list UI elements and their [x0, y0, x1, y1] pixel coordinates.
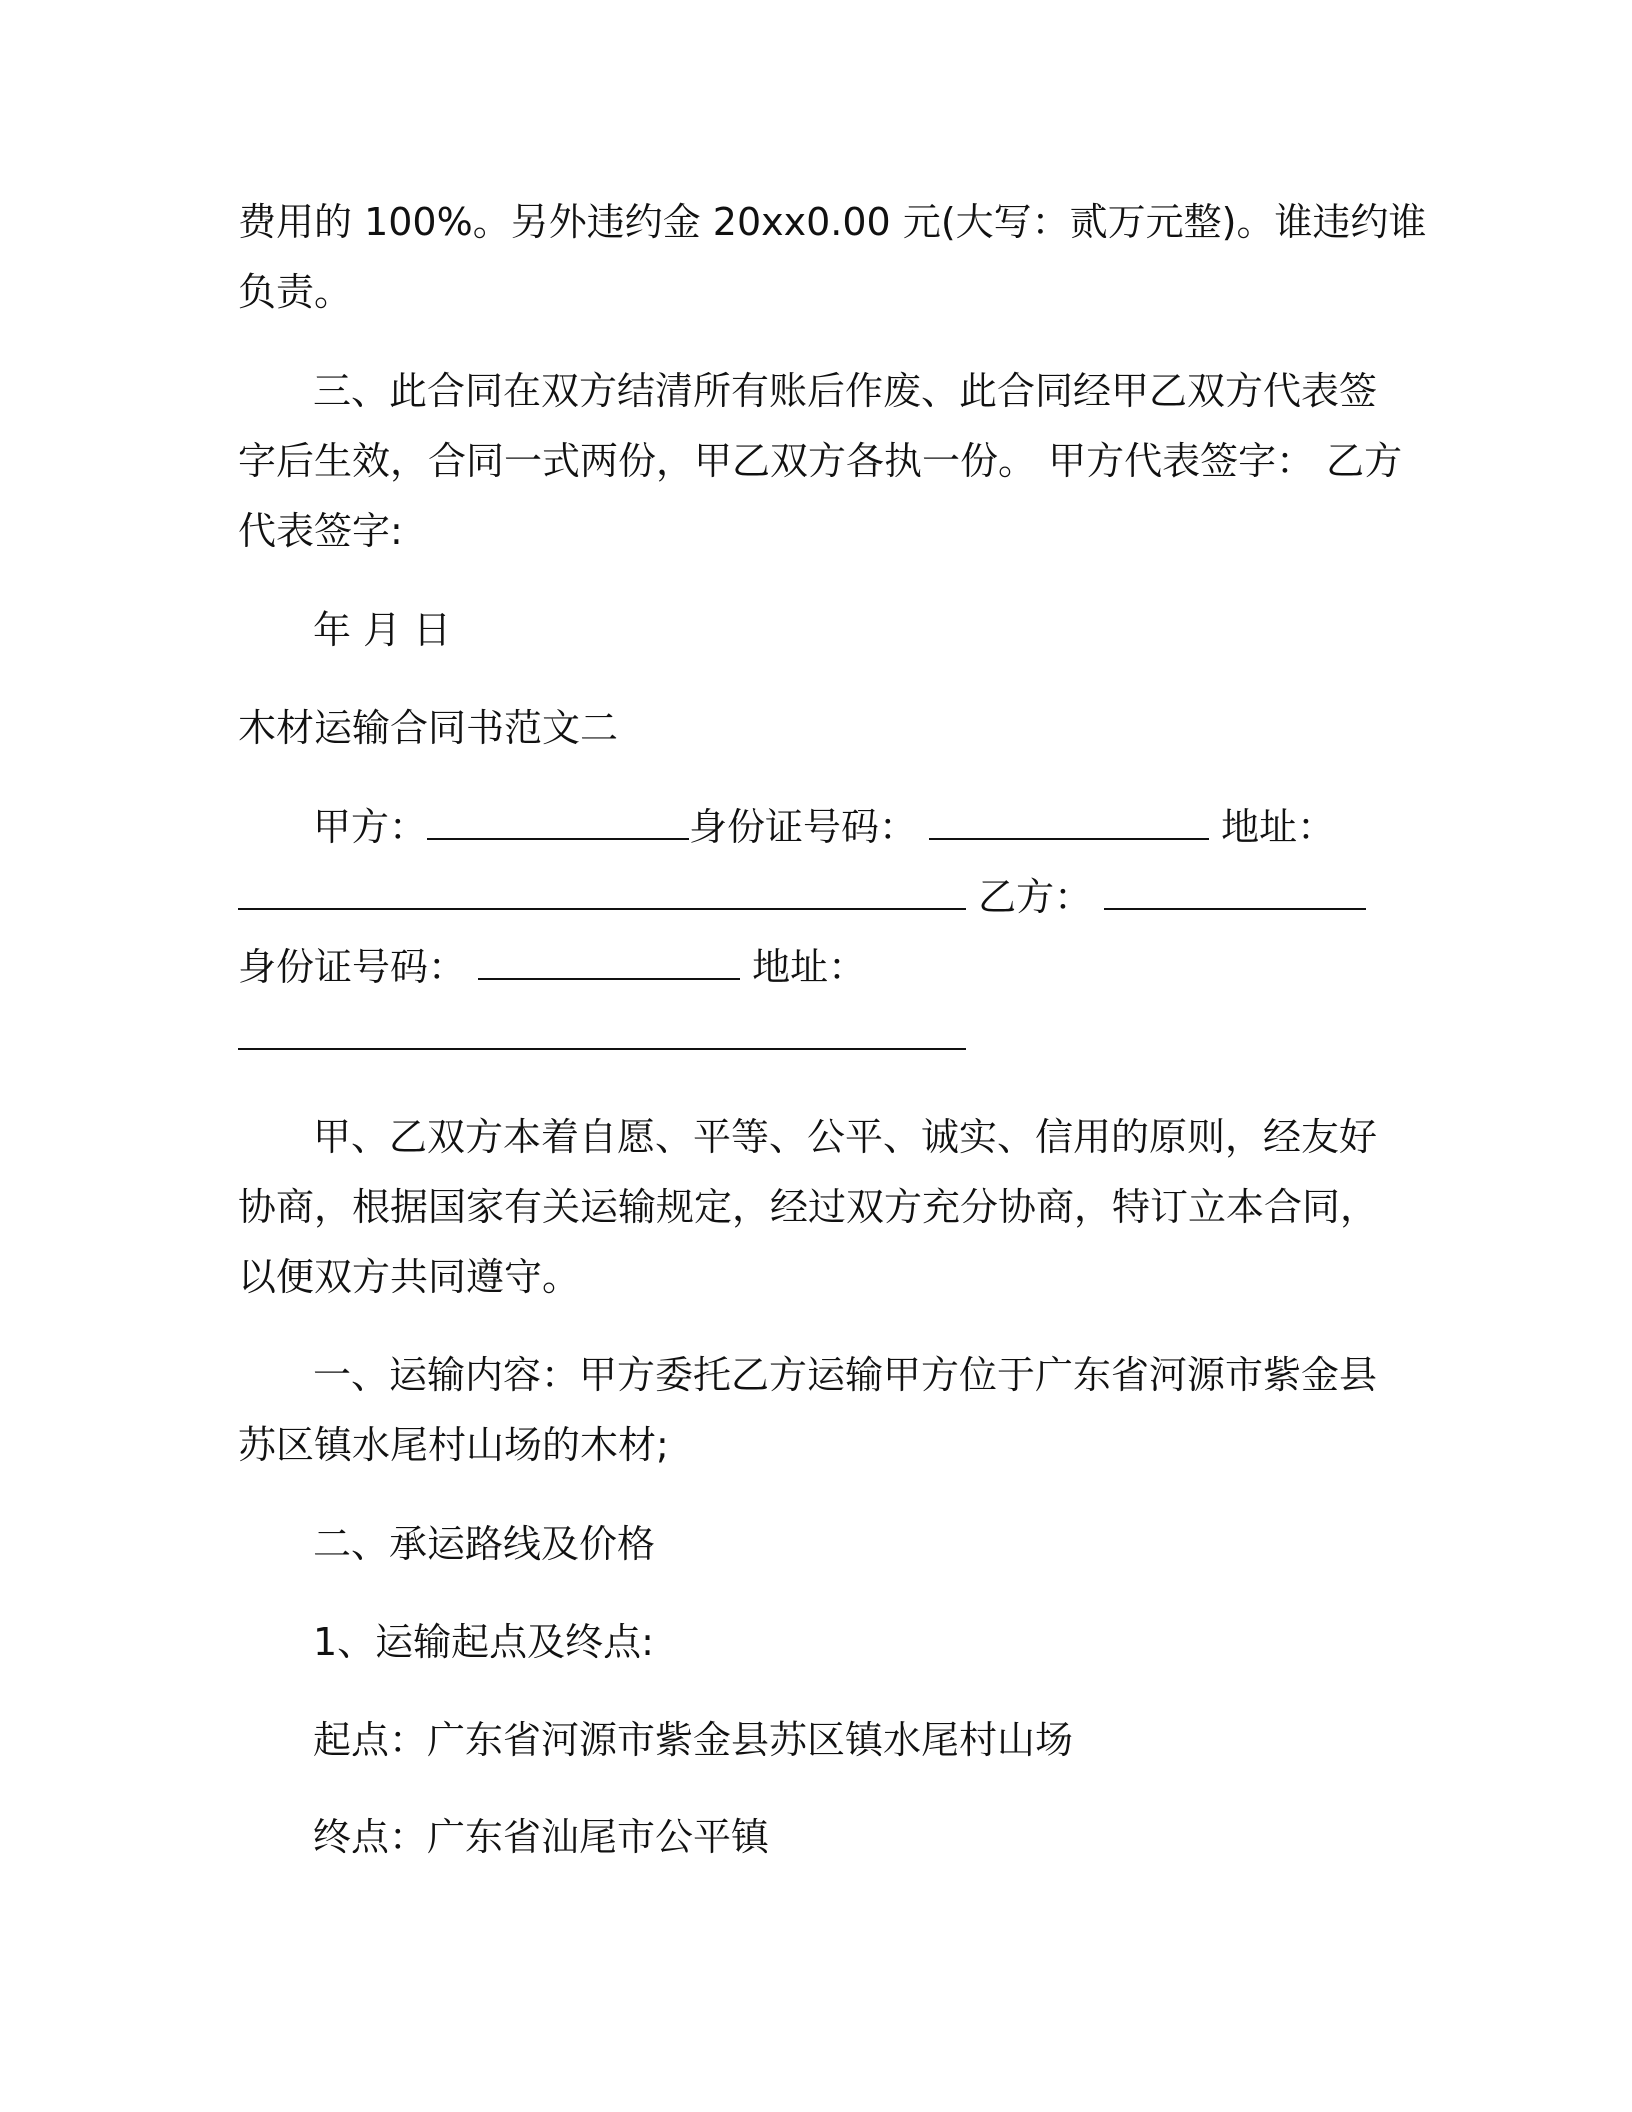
paragraph-line: 负责。	[238, 270, 353, 314]
paragraph-line: 协商，根据国家有关运输规定，经过双方充分协商，特订立本合同，	[238, 1185, 1379, 1229]
end-point-line: 终点：广东省汕尾市公平镇	[313, 1815, 770, 1859]
party-a-id-blank[interactable]	[929, 802, 1209, 840]
id-label: 身份证号码：	[689, 805, 918, 849]
party-a-address-blank[interactable]	[238, 872, 966, 910]
party-b-id-blank[interactable]	[478, 942, 740, 980]
section-subtitle: 木材运输合同书范文二	[238, 706, 619, 750]
address-label: 地址：	[740, 945, 867, 989]
address-label: 地址：	[1209, 805, 1336, 849]
id-label: 身份证号码：	[238, 945, 467, 989]
party-b-name-blank[interactable]	[1104, 872, 1366, 910]
paragraph-line: 甲、乙双方本着自愿、平等、公平、诚实、信用的原则，经友好	[313, 1115, 1378, 1159]
party-a-label: 甲方：	[313, 805, 428, 849]
party-b-id-line	[238, 942, 866, 992]
party-b-line	[238, 872, 1366, 922]
paragraph-line: 以便双方共同遵守。	[238, 1255, 581, 1299]
date-line: 年 月 日	[313, 608, 452, 652]
party-b-address-line	[238, 1012, 966, 1062]
paragraph-line: 代表签字:	[238, 509, 403, 553]
section-heading: 二、承运路线及价格	[313, 1522, 656, 1566]
subsection-heading: 1、运输起点及终点:	[313, 1620, 654, 1664]
paragraph-line: 费用的 100%。另外违约金 20xx0.00 元(大写：贰万元整)。谁违约谁	[238, 200, 1427, 244]
paragraph-line: 字后生效，合同一式两份，甲乙双方各执一份。 甲方代表签字： 乙方	[238, 439, 1403, 483]
paragraph-line: 一、运输内容：甲方委托乙方运输甲方位于广东省河源市紫金县	[313, 1353, 1378, 1397]
party-b-label: 乙方：	[966, 875, 1093, 919]
paragraph-line: 苏区镇水尾村山场的木材;	[238, 1423, 669, 1467]
start-point-line: 起点：广东省河源市紫金县苏区镇水尾村山场	[313, 1718, 1074, 1762]
paragraph-line: 三、此合同在双方结清所有账后作废、此合同经甲乙双方代表签	[313, 369, 1378, 413]
party-a-name-blank[interactable]	[427, 802, 689, 840]
party-a-line	[313, 802, 1335, 852]
party-b-address-blank[interactable]	[238, 1012, 966, 1050]
